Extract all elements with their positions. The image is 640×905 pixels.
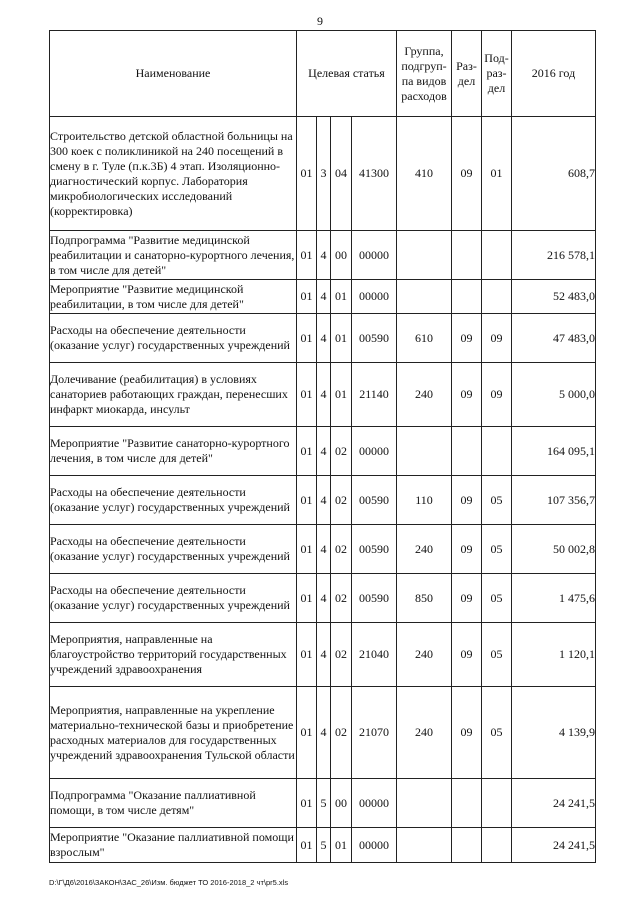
subsection-code: 01	[482, 117, 512, 231]
row-name: Строительство детской областной больницы на 300 коек с поликлиникой на 240 посещений в смену в г. Туле (п.к.3Б) 4 этап. Изоляционно-диагностический корпус. Лаборатория микробиологических исследований (корректировка)	[50, 117, 297, 231]
target-part-4: 00000	[352, 280, 397, 314]
page-number: 9	[317, 14, 323, 28]
row-name: Долечивание (реабилитация) в условиях санаториев работающих граждан, перенесших инфаркт миокарда, инсульт	[50, 363, 297, 427]
subsection-code	[482, 280, 512, 314]
expense-group-code: 850	[397, 574, 452, 623]
target-part-3: 02	[331, 687, 352, 779]
target-part-2: 5	[317, 828, 331, 863]
row-name: Мероприятия, направленные на укрепление материально-технической базы и приобретение расходных материалов для государственных учреждений здравоохранения Тульской области	[50, 687, 297, 779]
row-name: Мероприятия, направленные на благоустройство территорий государственных учреждений здравоохранения	[50, 623, 297, 687]
amount-2016: 50 002,8	[512, 525, 596, 574]
header-subsection: Под-раз-дел	[482, 31, 512, 117]
row-name: Мероприятие "Развитие медицинской реабилитации, в том числе для детей"	[50, 280, 297, 314]
target-part-4: 21040	[352, 623, 397, 687]
amount-2016: 24 241,5	[512, 828, 596, 863]
amount-2016: 608,7	[512, 117, 596, 231]
target-part-3: 04	[331, 117, 352, 231]
amount-2016: 216 578,1	[512, 231, 596, 280]
target-part-2: 4	[317, 280, 331, 314]
row-name: Подпрограмма "Развитие медицинской реабилитации и санаторно-курортного лечения, в том числе для детей"	[50, 231, 297, 280]
subsection-code: 05	[482, 687, 512, 779]
target-part-3: 02	[331, 574, 352, 623]
target-part-1: 01	[297, 687, 317, 779]
section-code	[452, 231, 482, 280]
section-code: 09	[452, 476, 482, 525]
target-part-2: 4	[317, 427, 331, 476]
target-part-2: 4	[317, 574, 331, 623]
target-part-3: 02	[331, 476, 352, 525]
target-part-1: 01	[297, 427, 317, 476]
target-part-1: 01	[297, 231, 317, 280]
target-part-1: 01	[297, 363, 317, 427]
subsection-code: 05	[482, 574, 512, 623]
target-part-1: 01	[297, 779, 317, 828]
target-part-2: 4	[317, 623, 331, 687]
subsection-code	[482, 231, 512, 280]
section-code: 09	[452, 117, 482, 231]
subsection-code	[482, 427, 512, 476]
target-part-4: 00000	[352, 427, 397, 476]
table-row	[50, 779, 596, 828]
expense-group-code	[397, 779, 452, 828]
row-name: Расходы на обеспечение деятельности (оказание услуг) государственных учреждений	[50, 525, 297, 574]
table-row	[50, 280, 596, 314]
amount-2016: 4 139,9	[512, 687, 596, 779]
target-part-3: 02	[331, 525, 352, 574]
expense-group-code: 240	[397, 623, 452, 687]
expense-group-code	[397, 231, 452, 280]
target-part-4: 00000	[352, 828, 397, 863]
section-code	[452, 828, 482, 863]
target-part-3: 00	[331, 231, 352, 280]
target-part-3: 00	[331, 779, 352, 828]
header-row	[50, 31, 596, 117]
target-part-4: 21070	[352, 687, 397, 779]
target-part-1: 01	[297, 828, 317, 863]
target-part-4: 21140	[352, 363, 397, 427]
row-name: Мероприятие "Оказание паллиативной помощи взрослым"	[50, 828, 297, 863]
target-part-1: 01	[297, 623, 317, 687]
target-part-1: 01	[297, 117, 317, 231]
expense-group-code	[397, 280, 452, 314]
expense-group-code: 240	[397, 525, 452, 574]
target-part-1: 01	[297, 280, 317, 314]
expense-group-code: 410	[397, 117, 452, 231]
table-row	[50, 525, 596, 574]
target-part-3: 01	[331, 363, 352, 427]
section-code	[452, 280, 482, 314]
expense-group-code: 240	[397, 363, 452, 427]
target-part-2: 4	[317, 231, 331, 280]
header-section: Раз-дел	[452, 31, 482, 117]
budget-table	[49, 30, 596, 863]
amount-2016: 24 241,5	[512, 779, 596, 828]
target-part-1: 01	[297, 314, 317, 363]
row-name: Мероприятие "Развитие санаторно-курортного лечения, в том числе для детей"	[50, 427, 297, 476]
subsection-code: 05	[482, 623, 512, 687]
section-code: 09	[452, 687, 482, 779]
amount-2016: 52 483,0	[512, 280, 596, 314]
target-part-4: 00000	[352, 231, 397, 280]
header-expense-group: Группа, подгруп-па видов расходов	[397, 31, 452, 117]
expense-group-code: 240	[397, 687, 452, 779]
section-code: 09	[452, 623, 482, 687]
target-part-2: 4	[317, 525, 331, 574]
table-row	[50, 574, 596, 623]
target-part-2: 4	[317, 687, 331, 779]
subsection-code	[482, 779, 512, 828]
subsection-code: 09	[482, 363, 512, 427]
section-code: 09	[452, 525, 482, 574]
target-part-2: 5	[317, 779, 331, 828]
table-row	[50, 231, 596, 280]
table-row	[50, 117, 596, 231]
table-row	[50, 427, 596, 476]
section-code: 09	[452, 314, 482, 363]
table-row	[50, 623, 596, 687]
section-code	[452, 779, 482, 828]
subsection-code: 05	[482, 525, 512, 574]
amount-2016: 107 356,7	[512, 476, 596, 525]
target-part-2: 4	[317, 314, 331, 363]
target-part-4: 00590	[352, 476, 397, 525]
row-name: Расходы на обеспечение деятельности (оказание услуг) государственных учреждений	[50, 574, 297, 623]
target-part-2: 4	[317, 476, 331, 525]
expense-group-code: 110	[397, 476, 452, 525]
target-part-3: 01	[331, 828, 352, 863]
expense-group-code: 610	[397, 314, 452, 363]
section-code: 09	[452, 363, 482, 427]
target-part-3: 01	[331, 280, 352, 314]
table-row	[50, 363, 596, 427]
amount-2016: 5 000,0	[512, 363, 596, 427]
section-code: 09	[452, 574, 482, 623]
file-path-footer: D:\Г\Д6\2016\ЗАКОН\ЗАС_26\Изм. бюджет ТО 2016-2018_2 чт\pr5.xls	[49, 878, 289, 887]
target-part-4: 00000	[352, 779, 397, 828]
target-part-2: 4	[317, 363, 331, 427]
subsection-code	[482, 828, 512, 863]
amount-2016: 164 095,1	[512, 427, 596, 476]
subsection-code: 05	[482, 476, 512, 525]
row-name: Подпрограмма "Оказание паллиативной помощи, в том числе детям"	[50, 779, 297, 828]
table-row	[50, 476, 596, 525]
target-part-3: 02	[331, 623, 352, 687]
expense-group-code	[397, 828, 452, 863]
row-name: Расходы на обеспечение деятельности (оказание услуг) государственных учреждений	[50, 314, 297, 363]
amount-2016: 47 483,0	[512, 314, 596, 363]
header-name: Наименование	[50, 31, 297, 117]
amount-2016: 1 475,6	[512, 574, 596, 623]
target-part-1: 01	[297, 476, 317, 525]
header-year: 2016 год	[512, 31, 596, 117]
section-code	[452, 427, 482, 476]
target-part-4: 00590	[352, 525, 397, 574]
target-part-3: 01	[331, 314, 352, 363]
target-part-4: 00590	[352, 314, 397, 363]
subsection-code: 09	[482, 314, 512, 363]
target-part-3: 02	[331, 427, 352, 476]
table-row	[50, 687, 596, 779]
table-row	[50, 314, 596, 363]
target-part-4: 00590	[352, 574, 397, 623]
amount-2016: 1 120,1	[512, 623, 596, 687]
table-row	[50, 828, 596, 863]
target-part-2: 3	[317, 117, 331, 231]
row-name: Расходы на обеспечение деятельности (оказание услуг) государственных учреждений	[50, 476, 297, 525]
expense-group-code	[397, 427, 452, 476]
target-part-4: 41300	[352, 117, 397, 231]
target-part-1: 01	[297, 525, 317, 574]
target-part-1: 01	[297, 574, 317, 623]
header-target-article: Целевая статья	[297, 31, 397, 117]
